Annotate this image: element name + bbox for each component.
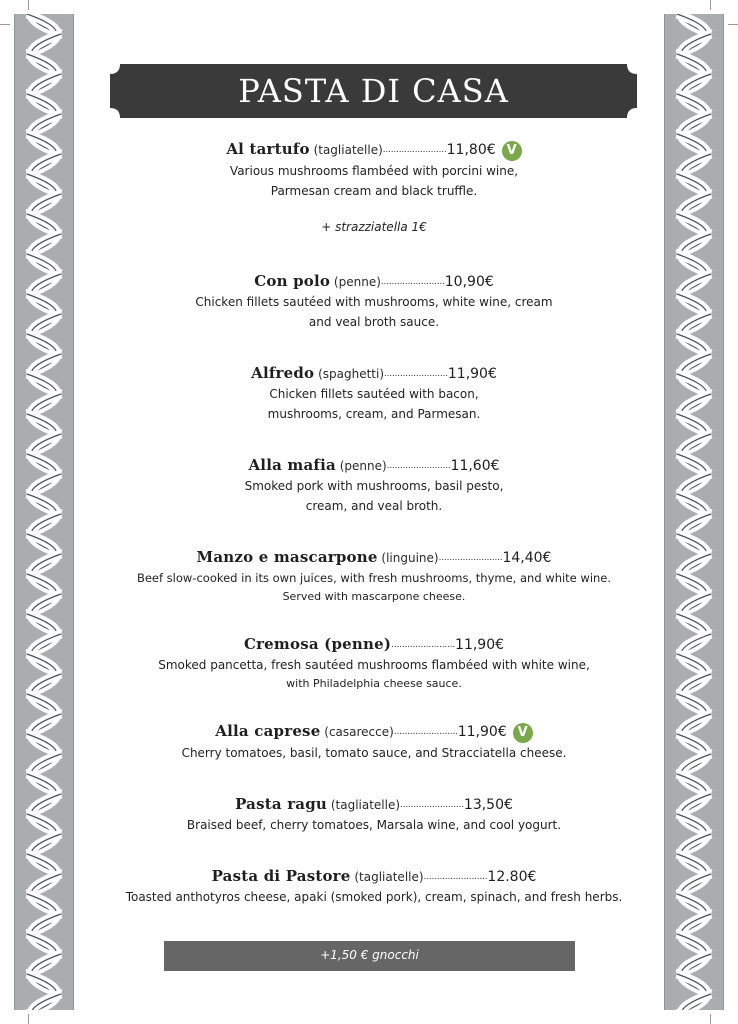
item-description: Smoked pancetta, fresh sautéed mushrooms flambéed with white wine, [158,658,590,672]
item-description: Chicken fillets sautéed with bacon, [269,387,479,401]
menu-item-al-tartufo [100,139,648,234]
item-header [100,866,648,887]
item-name: Al tartufo [226,140,310,158]
menu-item-con-polo [100,271,648,332]
crop-mark [28,0,29,10]
item-name: Alla mafia [248,456,336,474]
vegetarian-badge-icon: V [502,141,522,161]
item-pasta-type: (tagliatelle) [327,798,401,812]
menu-item-pasta-ragu [100,794,648,835]
menu-item-alfredo [100,363,648,424]
item-price: 12.80€ [487,869,537,885]
dot-leader: ........................ [423,872,488,882]
item-pasta-type: (spaghetti) [314,367,384,381]
crop-mark [728,24,738,25]
menu-item-cremosa [100,634,648,692]
item-pasta-type: (tagliatelle) [350,870,424,884]
item-description: Beef slow-cooked in its own juices, with fresh mushrooms, thyme, and white wine. [136,571,612,585]
dot-leader: ........................ [384,369,448,379]
right-rope-border [664,14,724,1010]
item-description: Chicken fillets sautéed with mushrooms, white wine, cream [195,295,553,309]
item-description: with Philadelphia cheese sauce. [286,677,462,690]
item-header [100,139,648,161]
item-pasta-type: (casarecce) [320,725,394,739]
item-pasta-type: (linguine) [377,551,439,565]
item-name: Con polo [254,272,331,290]
item-header [100,721,648,743]
item-price: 11,90€ [455,637,505,653]
item-name: Cremosa (penne) [243,635,392,653]
item-header [100,547,648,568]
item-price: 14,40€ [502,550,552,566]
item-price: 11,90€ [457,724,507,740]
menu-item-manzo-e-mascarpone [100,547,648,605]
crop-mark [28,1014,29,1024]
dot-leader: ........................ [380,277,445,287]
item-description: Smoked pork with mushrooms, basil pesto, [244,479,504,493]
gnocchi-note-bar: +1,50 € gnocchi [164,941,575,971]
dot-leader: ........................ [393,727,458,737]
page-title: PASTA DI CASA [238,72,509,110]
menu-item-pasta-di-pastore [100,866,648,907]
dot-leader: ........................ [391,640,456,650]
dot-leader: ........................ [386,461,451,471]
item-description: Various mushrooms flambéed with porcini wine, [229,164,519,178]
item-price: 11,80€ [446,142,496,158]
title-banner [110,64,637,118]
item-price: 13,50€ [463,797,513,813]
item-description: and veal broth sauce. [308,315,440,329]
item-extra-note: + strazziatella 1€ [321,220,427,234]
item-header [100,363,648,384]
menu-item-alla-caprese [100,721,648,763]
dot-leader: ........................ [438,553,503,563]
dot-leader: ........................ [400,800,464,810]
item-pasta-type: (penne) [330,275,381,289]
crop-mark [0,24,10,25]
vegetarian-badge-icon: V [513,723,533,743]
item-description: Cherry tomatoes, basil, tomato sauce, and Stracciatella cheese. [181,746,567,760]
item-pasta-type: (tagliatelle) [309,143,383,157]
item-header [100,634,648,655]
crop-mark [710,0,711,10]
item-description: mushrooms, cream, and Parmesan. [267,407,481,421]
item-description: cream, and veal broth. [305,499,443,513]
item-header [100,271,648,292]
left-rope-border [14,14,74,1010]
item-pasta-type: (penne) [335,459,387,473]
dot-leader: ........................ [382,145,447,155]
item-name: Pasta di Pastore [211,867,351,885]
item-price: 11,60€ [450,458,500,474]
item-name: Manzo e mascarpone [196,548,378,566]
item-description: Braised beef, cherry tomatoes, Marsala wine, and cool yogurt. [186,818,562,832]
item-description: Served with mascarpone cheese. [282,590,466,603]
item-header [100,455,648,476]
item-name: Alfredo [251,364,315,382]
crop-mark [710,1014,711,1024]
item-name: Pasta ragu [235,795,328,813]
item-description: Parmesan cream and black truffle. [270,184,478,198]
item-name: Alla caprese [215,722,321,740]
item-description: Toasted anthotyros cheese, apaki (smoked pork), cream, spinach, and fresh herbs. [125,890,623,904]
menu-item-alla-mafia [100,455,648,516]
item-price: 10,90€ [444,274,494,290]
item-price: 11,90€ [447,366,497,382]
item-header [100,794,648,815]
